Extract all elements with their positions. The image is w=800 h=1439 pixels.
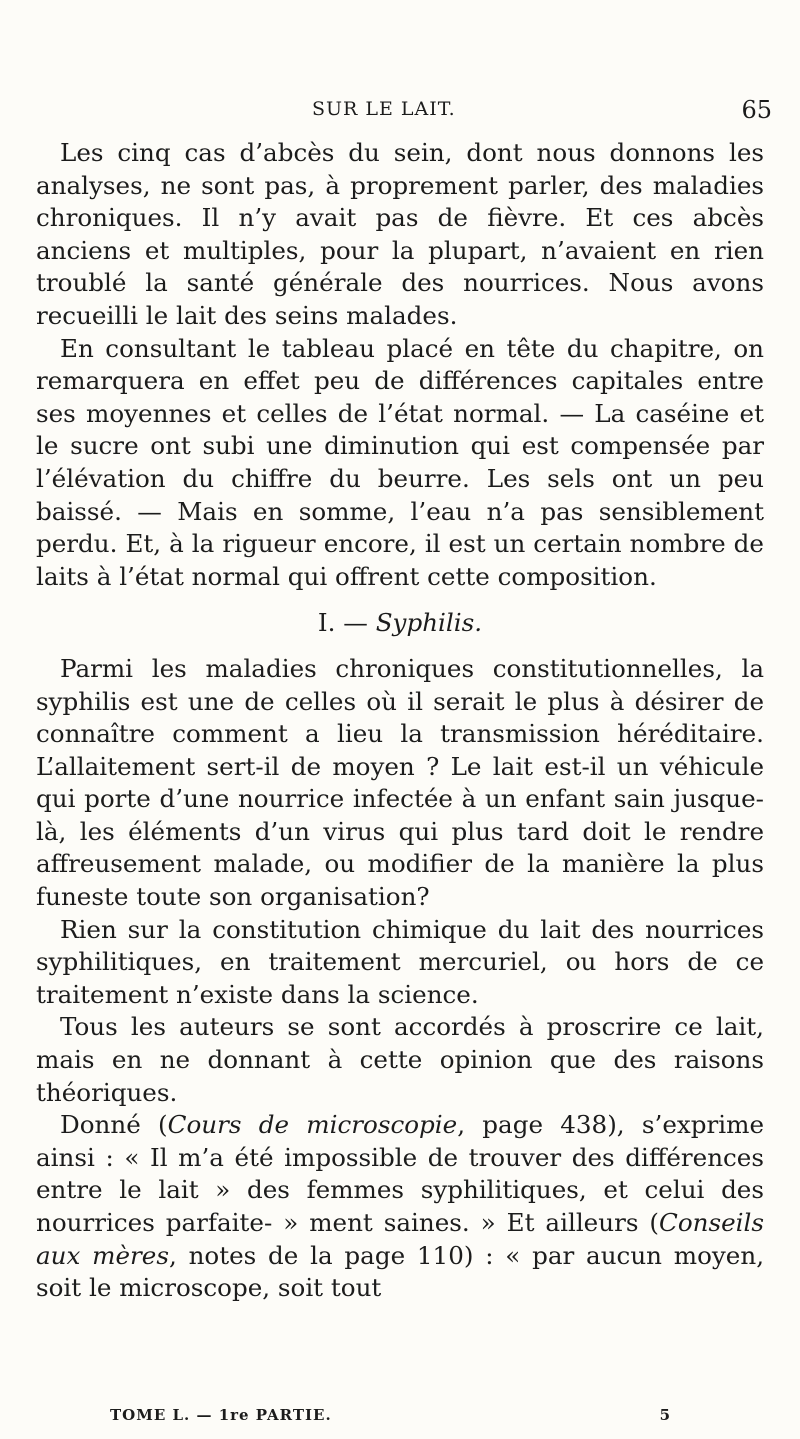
page-number: 65: [741, 96, 772, 124]
running-title: SUR LE LAIT.: [312, 98, 456, 120]
footer-signature-mark: TOME L. — 1re PARTIE.: [110, 1406, 332, 1424]
body-text: [36, 137, 764, 1305]
section-number: I. —: [317, 608, 368, 638]
paragraph-abces: Les cinq cas d’abcès du sein, dont nous donnons les analyses, ne sont pas, à proprement parler, des maladies chroniques. Il n’y avait pas de fièvre. Et ces abcès anciens et multiples, pour la plupart, n’avaient en rien troublé la santé générale des nourrices. Nous avons recueilli le lait des seins malades.: [36, 138, 764, 330]
donne-text-b: , page 438), s’exprime ainsi : « Il m’a été impossible de trouver des différences entre le lait » des femmes syphilitiques, et celui des nourrices parfaite- » ment saines. » Et ailleurs (: [36, 1110, 764, 1237]
donne-text-a: Donné (: [60, 1110, 168, 1140]
paragraph-constitution: Rien sur la constitution chimique du lait des nourrices syphilitiques, en traitement mercuriel, ou hors de ce traitement n’existe dans la science.: [36, 914, 764, 1009]
paragraph-donne: [36, 1109, 764, 1305]
sheet-number: 5: [659, 1406, 670, 1424]
running-head: [60, 98, 772, 128]
section-heading: [36, 607, 764, 640]
section-title: Syphilis.: [375, 608, 483, 638]
donne-text-c: , notes de la page 110) : « par aucun moyen, soit le microscope, soit tout: [36, 1240, 765, 1303]
page-footer: [110, 1406, 670, 1430]
paragraph-auteurs: Tous les auteurs se sont accordés à proscrire ce lait, mais en ne donnant à cette opinion que des raisons théoriques.: [36, 1012, 764, 1107]
citation-conseils-meres: Conseils aux mères: [36, 1208, 764, 1270]
citation-cours-microscopie: Cours de microscopie: [167, 1110, 458, 1140]
paragraph-syphilis: Parmi les maladies chroniques constitutionnelles, la syphilis est une de celles où il serait le plus à désirer de connaître comment a lieu la transmission héréditaire. L’allaitement sert-il de moyen ? Le lait est-il un véhicule qui porte d’une nourrice infectée à un enfant sain jusque-là, les éléments d’un virus qui plus tard doit le rendre affreusement malade, ou modifier de la manière la plus funeste toute son organisation?: [36, 653, 764, 912]
paragraph-tableau: En consultant le tableau placé en tête du chapitre, on remarquera en effet peu de différences capitales entre ses moyennes et celles de l’état normal. — La caséine et le sucre ont subi une diminution qui est compensée par l’élévation du chiffre du beurre. Les sels ont un peu baissé. — Mais en somme, l’eau n’a pas sensiblement perdu. Et, à la rigueur encore, il est un certain nombre de laits à l’état normal qui offrent cette composition.: [36, 333, 764, 591]
